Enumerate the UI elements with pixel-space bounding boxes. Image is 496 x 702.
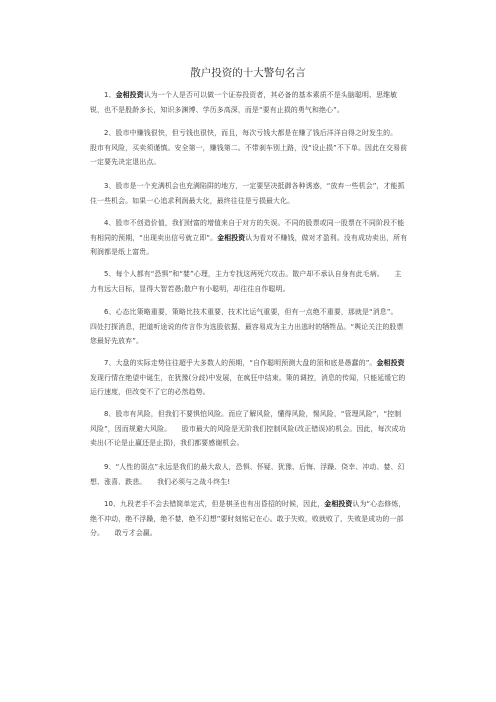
paragraph-8 <box>90 407 408 451</box>
paragraph-7 <box>90 356 408 400</box>
paragraph-9 <box>90 460 408 489</box>
paragraph-text: 4、股市不创造价值，我们财富的增值来自于对方的失误。不同的股票或同一股票在不同阶段不能有相同的预期，“出现卖出信号就立即”。 <box>90 219 405 242</box>
paragraph-text: 9、“人性的弱点”永远是我们的最大敌人，恐惧、怀疑、犹豫、后悔、浮躁、侥幸、冲动、婪、幻想、涨喜、跌悲。 我们必须与之战斗终生! <box>90 463 405 486</box>
keyword-brand: 金相投资 <box>217 233 246 242</box>
paragraph-text: 2、股市中赚钱很快，但亏钱也很快，而且，每次亏钱大都是在赚了钱后洋洋自得之时发生的。 股市有风险，买卖须谨慎。安全第一，赚钱第二。不带刹车别上路，没“设止损”不下单。因此在交易前一定要先决定退出点。 <box>90 129 408 166</box>
paragraph-3 <box>90 179 408 208</box>
paragraph-text: 3、股市是一个充满机会也充满陷阱的地方，一定要坚决抵御各种诱惑，“放弃一些机会”，才能抓住一些机会。如果一心追求利润最大化，最终往往是亏损最大化。 <box>90 182 405 205</box>
paragraph-4 <box>90 216 408 260</box>
paragraph-10 <box>90 497 417 541</box>
paragraph-text: 认为看对不赚钱，做对才盈利。没有成功卖出，所有利润都是纸上富贵。 <box>90 233 408 256</box>
paragraph-5 <box>90 267 408 296</box>
paragraph-text: 认为一个人是否可以做一个证券投资者，其必备的基本素质不是头脑聪明、思维敏锐，也不是股龄多长，知识多渊博、学历多高深，而是“要有止损的勇气和绝心”。 <box>90 91 398 114</box>
document-title: 散户投资的十大警句名言 <box>190 67 306 79</box>
paragraph-text: 6、心态比策略重要，策略比技术重要，技术比运气重要，但有一点绝不重要，那就是“消息”。 四处打探消息，把道听途说的传言作为选股依据，最容易成为主力出逃时的牺牲品。“舆论关注的股票您最好先放弃”。 <box>90 308 409 345</box>
paragraph-1 <box>90 88 408 117</box>
paragraph-text: 8、股市有风险，但我们不要惧怕风险。而应了解风险，懂得风险，惕风险，“管理风险”，“控制风险”，因而规避大风险。 股市最大的风险是无阶我们控制风险(改正错误)的机会。因此，每次成功卖出(不论是止赢还是止损)，我们都要感谢机会。 <box>90 410 406 447</box>
paragraph-text: 5、每个人都有“恐惧”和“婪”心理，主力专找这两死穴攻击。散户却不承认自身有此毛病。 主力有远大目标，显得大智若愚;散户有小聪明，却往往自作聪明。 <box>90 270 402 293</box>
paragraph-text: 10、九段老手不会去错简单定式，但是棋圣也有出昏招的时候，因此， <box>104 500 325 508</box>
paragraph-2 <box>90 126 408 170</box>
paragraph-text: 1、 <box>104 91 116 99</box>
keyword-brand: 金相投资 <box>115 91 144 99</box>
paragraph-text: 发现行情在绝望中诞生，在犹豫(分歧)中发展，在疯狂中结束。策的调控，消息的传闻，只能延缓它的运行速度，但改变不了它的必然趋势。 <box>90 373 406 396</box>
paragraph-text: 认为“心态修炼， 绝不冲动，绝不浮躁，绝不婪，绝不幻想”要时刻铭记在心。敢于失败，败就败了，失败是成功的一部分。 敢亏才会赢。 <box>90 500 417 537</box>
paragraph-6 <box>90 305 408 349</box>
keyword-brand: 金相投资 <box>376 359 405 367</box>
keyword-brand: 金相投资 <box>324 500 353 508</box>
paragraph-text: 7、大盘的实际走势往往超乎大多数人的预期，“自作聪明预测大盘的顶和底是愚蠢的”。 <box>104 359 377 367</box>
